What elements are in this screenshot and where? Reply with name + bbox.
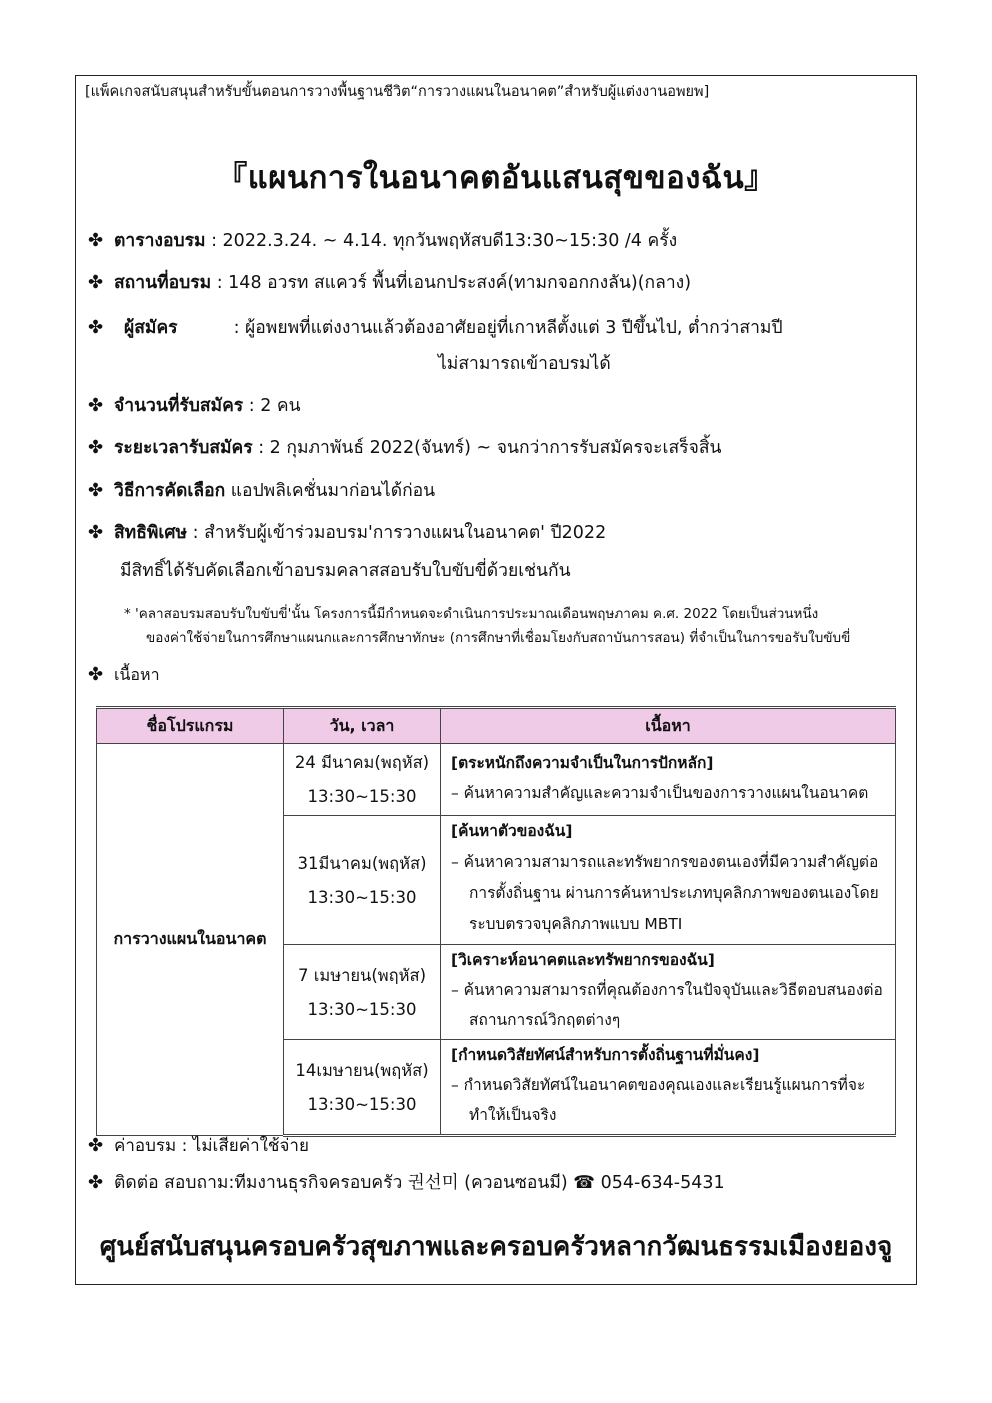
privilege-value-line2: มีสิทธิ์ได้รับคัดเลือกเข้าอบรมคลาสสอบรับใบขับขี่ด้วยเช่นกัน bbox=[120, 561, 571, 581]
organization-footer: ศูนย์สนับสนุนครอบครัวสุขภาพและครอบครัวหลากวัฒนธรรมเมืองยองจู bbox=[99, 1232, 893, 1262]
count-row bbox=[88, 391, 301, 419]
method-value: แอปพลิเคชั่นมาก่อนได้ก่อน bbox=[225, 481, 436, 501]
privilege-value: : สำหรับผู้เข้าร่วมอบรม'การวางแผนในอนาคต' ปี2022 bbox=[187, 523, 607, 543]
header-note: [แพ็คเกจสนับสนุนสำหรับขั้นตอนการวางพื้นฐานชีวิต“การวางแผนในอนาคต”สำหรับผู้แต่งงานอพยพ] bbox=[85, 84, 710, 100]
applicant-label: ผู้สมัคร bbox=[124, 318, 178, 338]
schedule-row bbox=[88, 226, 677, 254]
venue-label: สถานที่อบรม bbox=[114, 273, 212, 293]
clover-bullet-icon: ✤ bbox=[88, 1135, 104, 1156]
session-heading: [กำหนดวิสัยทัศน์สำหรับการตั้งถิ่นฐานที่มั่นคง] bbox=[451, 1046, 760, 1064]
session-datetime bbox=[284, 945, 441, 1040]
count-value: : 2 คน bbox=[243, 396, 301, 416]
program-name: การวางแผนในอนาคต bbox=[97, 744, 284, 1136]
table-row bbox=[97, 744, 896, 816]
session-line: – ค้นหาความสำคัญและความจำเป็นของการวางแผนในอนาคต bbox=[451, 784, 869, 802]
clover-bullet-icon: ✤ bbox=[88, 480, 104, 501]
contact-value: :ทีมงานธุรกิจครอบครัว 권선미 (ควอนซอนมี) ☎ 054-634-5431 bbox=[228, 1173, 725, 1193]
method-row bbox=[88, 476, 435, 504]
clover-bullet-icon: ✤ bbox=[88, 272, 104, 293]
header-program: ชื่อโปรแกรม bbox=[97, 708, 284, 744]
footnote-line2: ของค่าใช้จ่ายในการศึกษาแผนกและการศึกษาทักษะ (การศึกษาที่เชื่อมโยงกับสถาบันการสอน) ที่จำเป็นในการขอรับใบขับขี่ bbox=[146, 630, 851, 646]
content-row bbox=[88, 663, 160, 688]
session-time: 13:30~15:30 bbox=[307, 887, 417, 907]
session-datetime bbox=[284, 1040, 441, 1136]
method-label: วิธีการคัดเลือก bbox=[114, 481, 226, 501]
page-title: 『แผนการในอนาคตอันแสนสุขของฉัน』 bbox=[216, 160, 776, 196]
venue-row bbox=[88, 268, 691, 296]
content-label: เนื้อหา bbox=[114, 665, 160, 684]
privilege-label: สิทธิพิเศษ bbox=[114, 523, 188, 543]
session-content bbox=[441, 945, 896, 1040]
clover-bullet-icon: ✤ bbox=[88, 522, 104, 543]
period-label: ระยะเวลารับสมัคร bbox=[114, 438, 253, 458]
clover-bullet-icon: ✤ bbox=[88, 317, 104, 338]
schedule-label: ตารางอบรม bbox=[114, 231, 206, 251]
session-heading: [ค้นหาตัวของฉัน] bbox=[451, 822, 573, 840]
session-heading: [ตระหนักถึงความจำเป็นในการปักหลัก] bbox=[451, 754, 714, 772]
session-line: – ค้นหาความสามารถที่คุณต้องการในปัจจุบันและวิธีตอบสนองต่อ bbox=[451, 981, 883, 999]
session-datetime bbox=[284, 744, 441, 816]
count-label: จำนวนที่รับสมัคร bbox=[114, 396, 244, 416]
session-content bbox=[441, 744, 896, 816]
applicant-value-line2: ไม่สามารถเข้าอบรมได้ bbox=[438, 354, 611, 374]
venue-value: : 148 อวรท สแควร์ พื้นที่เอนกประสงค์(ทามกจอกกงลัน)(กลาง) bbox=[211, 273, 692, 293]
clover-bullet-icon: ✤ bbox=[88, 230, 104, 251]
session-time: 13:30~15:30 bbox=[307, 1094, 417, 1114]
applicant-row bbox=[88, 313, 783, 341]
clover-bullet-icon: ✤ bbox=[88, 395, 104, 416]
clover-bullet-icon: ✤ bbox=[88, 437, 104, 458]
session-content bbox=[441, 1040, 896, 1136]
clover-bullet-icon: ✤ bbox=[88, 664, 104, 685]
session-line: – กำหนดวิสัยทัศน์ในอนาคตของคุณเองและเรียนรู้แผนการที่จะ bbox=[451, 1076, 866, 1094]
schedule-table bbox=[96, 706, 896, 1137]
header-content: เนื้อหา bbox=[441, 708, 896, 744]
session-datetime bbox=[284, 816, 441, 945]
session-heading: [วิเคราะห์อนาคตและทรัพยากรของฉัน] bbox=[451, 951, 715, 969]
session-line: ระบบตรวจบุคลิกภาพแบบ MBTI bbox=[469, 915, 683, 933]
session-time: 13:30~15:30 bbox=[307, 787, 417, 806]
session-time: 13:30~15:30 bbox=[307, 999, 417, 1019]
session-date: 14เมษายน(พฤหัส) bbox=[295, 1060, 429, 1080]
session-line: สถานการณ์วิกฤตต่างๆ bbox=[469, 1011, 621, 1029]
session-line: ทำให้เป็นจริง bbox=[469, 1106, 557, 1124]
contact-row bbox=[88, 1168, 725, 1196]
fee-value: : ไม่เสียค่าใช้จ่าย bbox=[176, 1136, 309, 1156]
header-datetime: วัน, เวลา bbox=[284, 708, 441, 744]
session-line: – ค้นหาความสามารถและทรัพยากรของตนเองที่มีความสำคัญต่อ bbox=[451, 853, 879, 871]
period-value: : 2 กุมภาพันธ์ 2022(จันทร์) ~ จนกว่าการรับสมัครจะเสร็จสิ้น bbox=[252, 438, 722, 458]
contact-label: ติดต่อ สอบถาม bbox=[114, 1173, 229, 1193]
session-line: การตั้งถิ่นฐาน ผ่านการค้นหาประเภทบุคลิกภาพของตนเองโดย bbox=[469, 884, 879, 902]
table-header-row bbox=[97, 708, 896, 744]
clover-bullet-icon: ✤ bbox=[88, 1172, 104, 1193]
privilege-row bbox=[88, 518, 606, 546]
fee-label: ค่าอบรม bbox=[114, 1136, 177, 1156]
applicant-value: : ผู้อพยพที่แต่งงานแล้วต้องอาศัยอยู่ที่เกาหลีตั้งแต่ 3 ปีขึ้นไป, ต่ำกว่าสามปี bbox=[228, 318, 783, 338]
schedule-value: : 2022.3.24. ~ 4.14. ทุกวันพฤหัสบดี13:30~15:30 /4 ครั้ง bbox=[205, 231, 678, 251]
session-content bbox=[441, 816, 896, 945]
footnote-line1: * 'คลาสอบรมสอบรับใบขับขี่'นั้น โครงการนี้มีกำหนดจะดำเนินการประมาณเดือนพฤษภาคม ค.ศ. 2022 โดยเป็นส่วนหนึ่ง bbox=[124, 606, 819, 622]
session-date: 7 เมษายน(พฤหัส) bbox=[297, 965, 427, 985]
fee-row bbox=[88, 1132, 309, 1159]
session-date: 31มีนาคม(พฤหัส) bbox=[297, 853, 427, 873]
session-date: 24 มีนาคม(พฤหัส) bbox=[294, 753, 430, 772]
period-row bbox=[88, 433, 721, 461]
